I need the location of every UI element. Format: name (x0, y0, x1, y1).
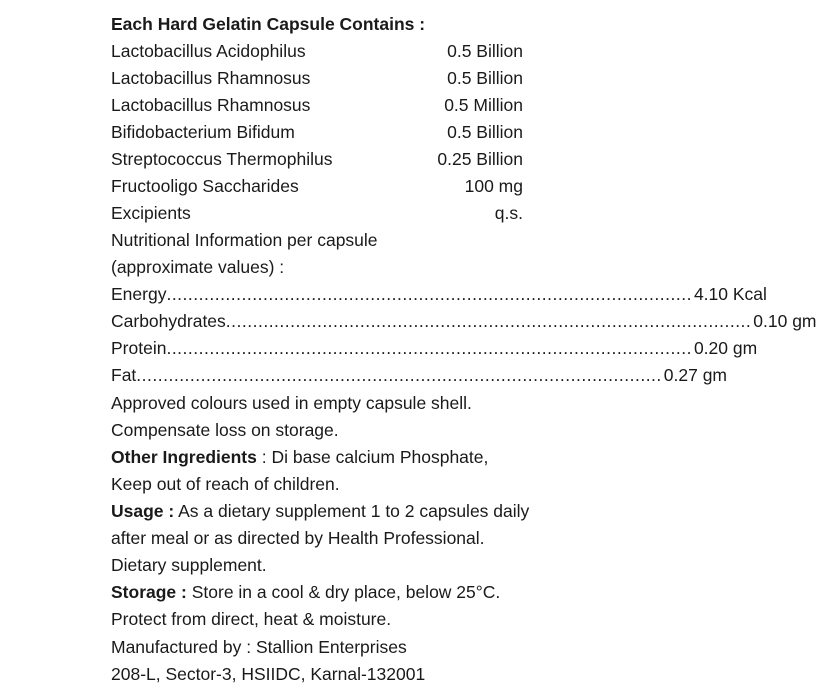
nutrient-name: Protein (111, 338, 167, 358)
ingredient-row (111, 175, 523, 197)
ingredient-name: Fructooligo Saccharides (111, 176, 299, 196)
ingredient-row (111, 148, 523, 170)
ingredient-name: Lactobacillus Rhamnosus (111, 95, 311, 115)
ingredient-value: 100 mg (464, 176, 523, 196)
storage-text: Store in a cool & dry place, below 25°C. (186, 582, 501, 602)
ingredient-value: 0.5 Billion (447, 122, 523, 142)
nutrition-row (111, 310, 817, 332)
manufacturer-address: 208-L, Sector-3, HSIIDC, Karnal-132001 (111, 664, 426, 684)
storage-label: Storage : (111, 582, 187, 602)
nutrient-value: 0.27 gm (663, 365, 728, 385)
usage-line-3: Dietary supplement. (111, 555, 267, 575)
nutrition-row (111, 337, 758, 359)
other-ingredients (111, 446, 488, 468)
ingredient-row (111, 202, 523, 224)
usage-text: As a dietary supplement 1 to 2 capsules daily (174, 501, 530, 521)
storage-line-2: Protect from direct, heat & moisture. (111, 609, 392, 629)
nutrition-title: Nutritional Information per capsule (111, 230, 378, 250)
dot-leader: .................................................................................................. (225, 311, 752, 331)
storage-compensation-note: Compensate loss on storage. (111, 420, 339, 440)
other-ingredients-label: Other Ingredients (111, 447, 257, 467)
nutrient-name: Carbohydrates (111, 311, 226, 331)
keep-away-note: Keep out of reach of children. (111, 474, 340, 494)
usage-label: Usage : (111, 501, 175, 521)
ingredient-name: Bifidobacterium Bifidum (111, 122, 295, 142)
ingredient-value: 0.5 Million (444, 95, 523, 115)
dot-leader: .................................................................................................. (136, 365, 662, 385)
ingredient-name: Lactobacillus Acidophilus (111, 41, 306, 61)
nutrient-value: 0.20 gm (693, 338, 758, 358)
nutrition-row (111, 364, 728, 386)
ingredient-value: 0.5 Billion (447, 41, 523, 61)
nutrient-value: 4.10 Kcal (693, 284, 767, 304)
colours-note: Approved colours used in empty capsule shell. (111, 393, 472, 413)
nutrition-row (111, 283, 767, 305)
nutrient-name: Fat (111, 365, 137, 385)
ingredient-name: Excipients (111, 203, 191, 223)
other-ingredients-text: : Di base calcium Phosphate, (256, 447, 489, 467)
usage (111, 500, 529, 522)
nutrient-name: Energy (111, 284, 167, 304)
ingredient-value: q.s. (494, 203, 523, 223)
nutrition-subtitle: (approximate values) : (111, 257, 285, 277)
ingredient-row (111, 94, 523, 116)
ingredient-row (111, 121, 523, 143)
storage (111, 581, 500, 603)
ingredient-name: Streptococcus Thermophilus (111, 149, 333, 169)
dot-leader: .................................................................................................. (166, 284, 692, 304)
ingredient-value: 0.25 Billion (437, 149, 523, 169)
composition-heading: Each Hard Gelatin Capsule Contains : (111, 14, 426, 34)
ingredient-value: 0.5 Billion (447, 68, 523, 88)
usage-line-2: after meal or as directed by Health Professional. (111, 528, 485, 548)
nutrient-value: 0.10 gm (753, 311, 817, 331)
manufacturer: Manufactured by : Stallion Enterprises (111, 637, 407, 657)
ingredient-row (111, 40, 523, 62)
dot-leader: .................................................................................................. (166, 338, 692, 358)
ingredient-name: Lactobacillus Rhamnosus (111, 68, 311, 88)
ingredient-row (111, 67, 523, 89)
